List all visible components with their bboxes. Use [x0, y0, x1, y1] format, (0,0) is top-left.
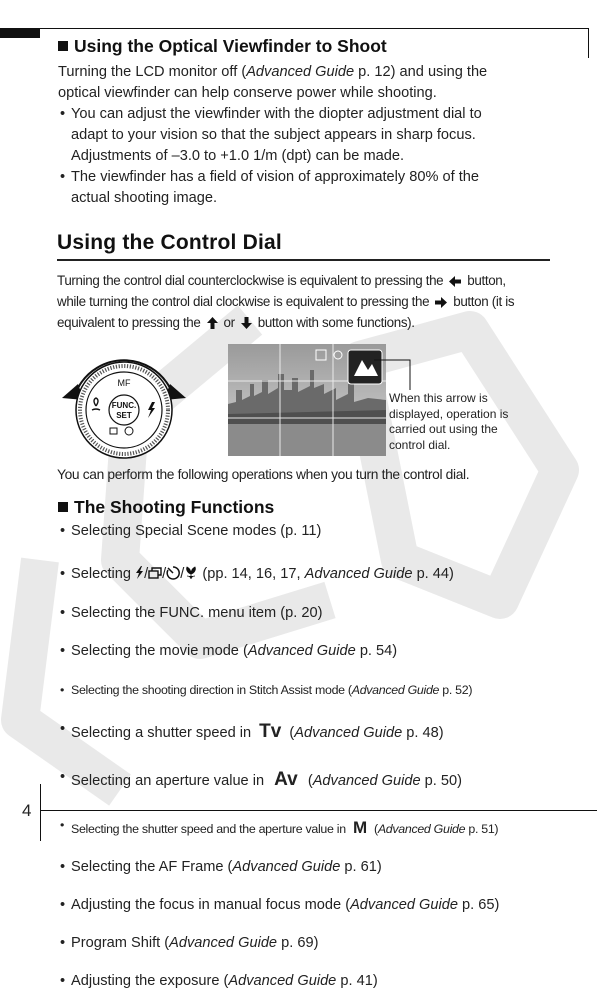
- continuous-shooting-icon: [148, 567, 162, 579]
- heading-rule: [57, 259, 550, 261]
- list-item: • Selecting the AF Frame (Advanced Guide p. 61): [58, 859, 597, 875]
- list-item: • Selecting a shutter speed in Tv (Advanced Guide p. 48): [58, 721, 597, 743]
- list-item: • Selecting the movie mode (Advanced Guide p. 54): [58, 643, 597, 659]
- list-item: • Selecting the shooting direction in Stitch Assist mode (Advanced Guide p. 52): [58, 683, 597, 697]
- list-item: • Selecting the FUNC. menu item (p. 20): [58, 605, 597, 621]
- control-dial-diagram: [56, 340, 192, 460]
- tv-mode-icon: Tv: [259, 721, 282, 742]
- callout-text: When this arrow is displayed, operation is carried out using the control dial.: [389, 391, 509, 452]
- page-number: 4: [22, 801, 32, 820]
- list-item: • Selecting Special Scene modes (p. 11): [58, 523, 597, 539]
- down-arrow-icon: [241, 317, 252, 329]
- self-timer-icon: [166, 566, 180, 580]
- lcd-screen-photo: [228, 344, 386, 456]
- footer-vertical-rule: [40, 784, 41, 841]
- list-item: • Selecting / / / (pp. 14, 16, 17, Advanced Guide p. 44): [58, 566, 597, 582]
- right-rule: [588, 28, 589, 58]
- dial-label-func: FUNC.: [111, 401, 137, 410]
- list-item: • Selecting an aperture value in Av (Advanced Guide p. 50): [58, 769, 597, 791]
- left-arrow-icon: [449, 276, 461, 287]
- list-item: • You can adjust the viewfinder with the diopter adjustment dial to adapt to your vision so that the subject appears in sharp focus. Adjustments of –3.0 to +1.0 1/m (dpt) can be made.: [58, 104, 568, 167]
- operations-intro: You can perform the following operations when you turn the control dial.: [57, 467, 470, 482]
- list-item: • The viewfinder has a field of vision of approximately 80% of the actual shooting image.: [58, 167, 568, 209]
- list-item: • Adjusting the exposure (Advanced Guide p. 41): [58, 973, 597, 989]
- list-item: • Selecting the shutter speed and the aperture value in M (Advanced Guide p. 51): [58, 818, 597, 838]
- shooting-functions-heading: The Shooting Functions: [58, 497, 274, 518]
- list-item: • Adjusting the focus in manual focus mode (Advanced Guide p. 65): [58, 897, 597, 913]
- dial-description: Turning the control dial counterclockwise is equivalent to pressing the button, while turning the control dial clockwise is equivalent to pressing the button (it is equivalent to pressing the or button with some functions).: [57, 273, 515, 330]
- list-item: • Program Shift (Advanced Guide p. 69): [58, 935, 597, 951]
- dial-label-mf: MF: [117, 378, 131, 388]
- up-arrow-icon: [207, 317, 218, 329]
- viewfinder-heading: Using the Optical Viewfinder to Shoot: [58, 36, 387, 57]
- control-dial-heading: Using the Control Dial: [57, 231, 282, 254]
- footer-rule: [40, 810, 597, 811]
- av-mode-icon: Av: [274, 769, 298, 790]
- viewfinder-intro: Turning the LCD monitor off (Advanced Guide p. 12) and using the optical viewfinder can help conserve power while shooting. • You can adjust the viewfinder with the diopter adjustment dial to adapt to your vision so that the subject appears in sharp focus. Adjustments of –3.0 to +1.0 1/m (dpt) can be made. • The viewfinder has a field of vision of approximately 80% of the actual shooting image.: [58, 62, 568, 209]
- macro-icon: [184, 566, 198, 580]
- square-bullet-icon: [58, 502, 68, 512]
- square-bullet-icon: [58, 41, 68, 51]
- dial-label-set: SET: [116, 411, 132, 420]
- top-rule: [40, 28, 589, 29]
- corner-tab: [0, 28, 40, 38]
- right-arrow-icon: [435, 297, 447, 308]
- manual-mode-icon: M: [352, 818, 367, 837]
- flash-icon: [135, 566, 144, 579]
